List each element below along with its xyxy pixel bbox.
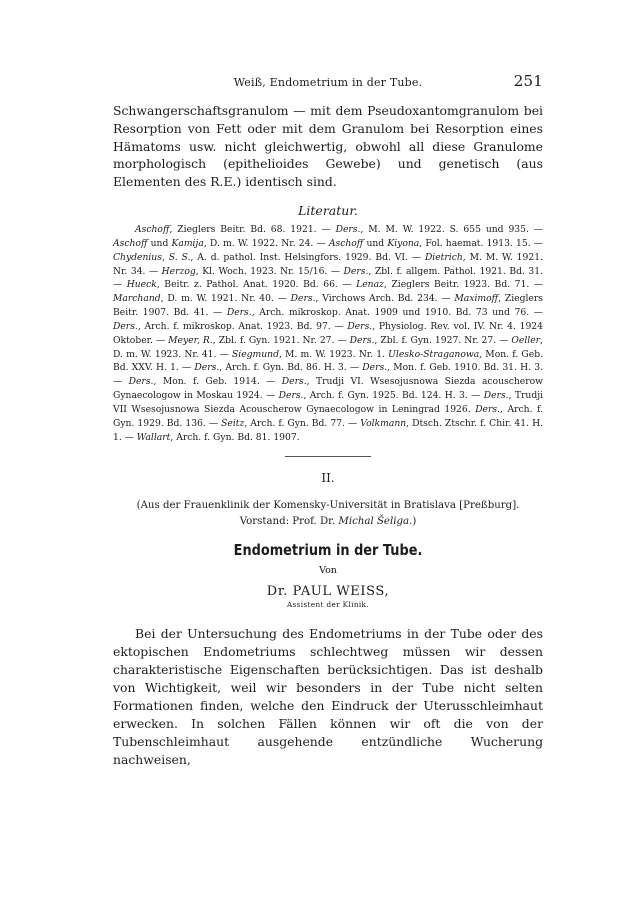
reference-author: Herzog bbox=[161, 265, 196, 277]
reference-text: , Trudji VI. Wsesojusnowa Siezda acouscherow Gynaecologow in Moskau 1924. — bbox=[113, 376, 544, 402]
reference-text: , Arch. mikroskop. Anat. 1909 und 1910. Bd. 73 und 76. — bbox=[251, 307, 543, 319]
reference-text: , D. m. W. 1922. Nr. 24. — bbox=[203, 237, 329, 249]
reference-text: , Fol. haemat. 1913. 15. — bbox=[419, 237, 543, 249]
reference-author: Dietrich bbox=[424, 251, 463, 263]
reference-author: Ders. bbox=[194, 362, 220, 374]
reference-text: , Dtsch. Ztschr. f. Chir. 41. H. 1. — bbox=[113, 417, 543, 443]
reference-author: Ders. bbox=[278, 390, 304, 402]
reference-author: Ders. bbox=[343, 265, 369, 277]
section-number: II. bbox=[321, 471, 335, 486]
byline-von: Von bbox=[319, 565, 337, 577]
reference-author: Kiyona bbox=[387, 237, 420, 249]
reference-text: und bbox=[363, 237, 388, 249]
reference-author: Ders. bbox=[347, 320, 373, 332]
reference-author: Marchand bbox=[113, 293, 161, 305]
reference-author: Ders. bbox=[475, 403, 501, 415]
reference-text: , M. M. W. 1922. S. 655 und 935. — bbox=[360, 223, 544, 235]
reference-author: Ders. bbox=[113, 320, 138, 332]
reference-text: , A. d. pathol. Inst. Helsingfors. 1929. Bd. VI. — bbox=[190, 251, 425, 263]
reference-author: Lenaz bbox=[356, 279, 384, 291]
reference-text: , Physiolog. Rev. vol. IV. Nr. 4. 1924 Oktober. — bbox=[113, 320, 543, 346]
director-name: Michal Šeliga bbox=[338, 515, 410, 527]
body-paragraph: Bei der Untersuchung des Endometriums in der Tube oder des ektopischen Endometriums schlechtweg müssen wir dessen charakteristische Eigenschaften berücksichtigen. Das ist deshalb von Wichtigkeit, weil wir besonders in der Tube nicht selten Formationen finden, welche den Eindruck der Uterusschleimhaut erwecken. In solchen Fällen können wir oft die von der Tubenschleimhaut ausgehende entzündliche Wucherung nachweisen, bbox=[113, 626, 543, 767]
reference-text: , Beitr. z. Pathol. Anat. 1920. Bd. 66. — bbox=[156, 279, 357, 291]
reference-text: , Arch. f. mikroskop. Anat. 1923. Bd. 97. — bbox=[137, 320, 348, 332]
running-header bbox=[113, 70, 543, 92]
reference-author: Oeller bbox=[511, 334, 541, 346]
running-title: Weiß, Endometrium in der Tube. bbox=[233, 76, 423, 89]
reference-text: , Zieglers Beitr. Bd. 68. 1921. — bbox=[169, 223, 336, 235]
reference-author: Aschoff bbox=[113, 237, 148, 249]
reference-text: , Mon. f. Geb. 1910. Bd. 31. H. 3. — bbox=[113, 362, 544, 388]
literature-heading: Literatur. bbox=[298, 202, 358, 218]
reference-author: Ulesko-Straganowa bbox=[388, 348, 480, 360]
reference-text: , D. m. W. 1921. Nr. 40. — bbox=[160, 293, 291, 305]
reference-text: , Zieglers Beitr. 1907. Bd. 41. — bbox=[113, 293, 543, 319]
reference-text: , Zieglers Beitr. 1923. Bd. 71. — bbox=[383, 279, 544, 291]
reference-text: , Arch. f. Gyn. Bd. 77. — bbox=[244, 417, 361, 429]
director-suffix: .) bbox=[409, 515, 417, 527]
reference-text: , Arch. f. Gyn. 1929. Bd. 136. — bbox=[113, 403, 544, 429]
reference-text: , D. m. W. 1923. Nr. 41. — bbox=[113, 334, 543, 360]
reference-text: , Arch. f. Gyn. 1925. Bd. 124. H. 3. — bbox=[303, 390, 484, 402]
reference-author: Wallart bbox=[136, 431, 171, 443]
reference-text: , Arch. f. Gyn. Bd. 81. 1907. bbox=[170, 431, 300, 443]
reference-author: Siegmund bbox=[231, 348, 279, 360]
author-name: Dr. PAUL WEISS, bbox=[266, 584, 390, 600]
reference-text: , Virchows Arch. Bd. 234. — bbox=[315, 293, 455, 305]
reference-author: Ders. bbox=[281, 376, 307, 388]
reference-text: , Mon. f. Geb. 1914. — bbox=[153, 376, 282, 388]
reference-text: und bbox=[147, 237, 172, 249]
reference-text: , Zbl. f. Gyn. 1927. Nr. 27. — bbox=[374, 334, 512, 346]
article-title: Endometrium in der Tube. bbox=[233, 541, 423, 560]
reference-text: , Zbl. f. allgem. Pathol. 1921. Bd. 31. — bbox=[113, 265, 543, 291]
reference-text: , M. M. W. 1921. Nr. 34. — bbox=[113, 251, 543, 277]
reference-author: Volkmann bbox=[360, 417, 407, 429]
reference-author: Maximoff bbox=[454, 293, 499, 305]
reference-text: , Kl. Woch. 1923. Nr. 15/16. — bbox=[195, 265, 344, 277]
reference-text: , Mon. f. Geb. Bd. XXV. H. 1. — bbox=[113, 348, 543, 374]
reference-author: Aschoff bbox=[328, 237, 364, 249]
reference-list bbox=[113, 223, 543, 445]
author-role: Assistent der Klinik. bbox=[286, 600, 369, 610]
reference-author: Chydenius, S. S. bbox=[113, 251, 191, 263]
section-divider bbox=[285, 456, 371, 457]
continuation-paragraph: Schwangerschaftsgranulom — mit dem Pseudoxantomgranulom bei Resorption von Fett oder mit dem Granulom bei Resorption eines Hämatoms usw. nicht gleichwertig, obwohl all diese Granulome morphologisch (epithelioides Gewebe) und genetisch (aus Elementen des R.E.) identisch sind. bbox=[113, 103, 543, 190]
reference-author: Kamija bbox=[171, 237, 204, 249]
reference-author: Seitz bbox=[221, 417, 245, 429]
affiliation-line: (Aus der Frauenklinik der Komensky-Universität in Bratislava [Preßburg]. bbox=[136, 500, 520, 512]
reference-text: , Zbl. f. Gyn. 1921. Nr. 27. — bbox=[212, 334, 350, 346]
reference-author: Ders. bbox=[226, 307, 252, 319]
reference-author: Aschoff bbox=[135, 223, 170, 235]
affiliation bbox=[113, 498, 543, 529]
reference-author: Ders. bbox=[349, 334, 375, 346]
reference-author: Ders. bbox=[128, 376, 154, 388]
reference-author: Ders. bbox=[290, 293, 316, 305]
page bbox=[113, 70, 543, 769]
reference-text: , Trudji VII Wsesojusnowa Siezda Acouscherow Gynaecologow in Leningrad 1926. bbox=[113, 390, 543, 415]
reference-author: Hueck bbox=[126, 279, 157, 291]
reference-text: , Arch. f. Gyn. Bd. 86. H. 3. — bbox=[219, 362, 363, 374]
reference-author: Ders. bbox=[335, 223, 361, 235]
reference-author: Ders. bbox=[362, 362, 388, 374]
reference-text: , M. m. W. 1923. Nr. 1. bbox=[278, 348, 389, 360]
director-prefix: Vorstand: Prof. Dr. bbox=[239, 515, 339, 527]
reference-author: Ders. bbox=[483, 390, 509, 402]
reference-author: Meyer, R. bbox=[168, 334, 213, 346]
page-number: 251 bbox=[513, 72, 543, 90]
